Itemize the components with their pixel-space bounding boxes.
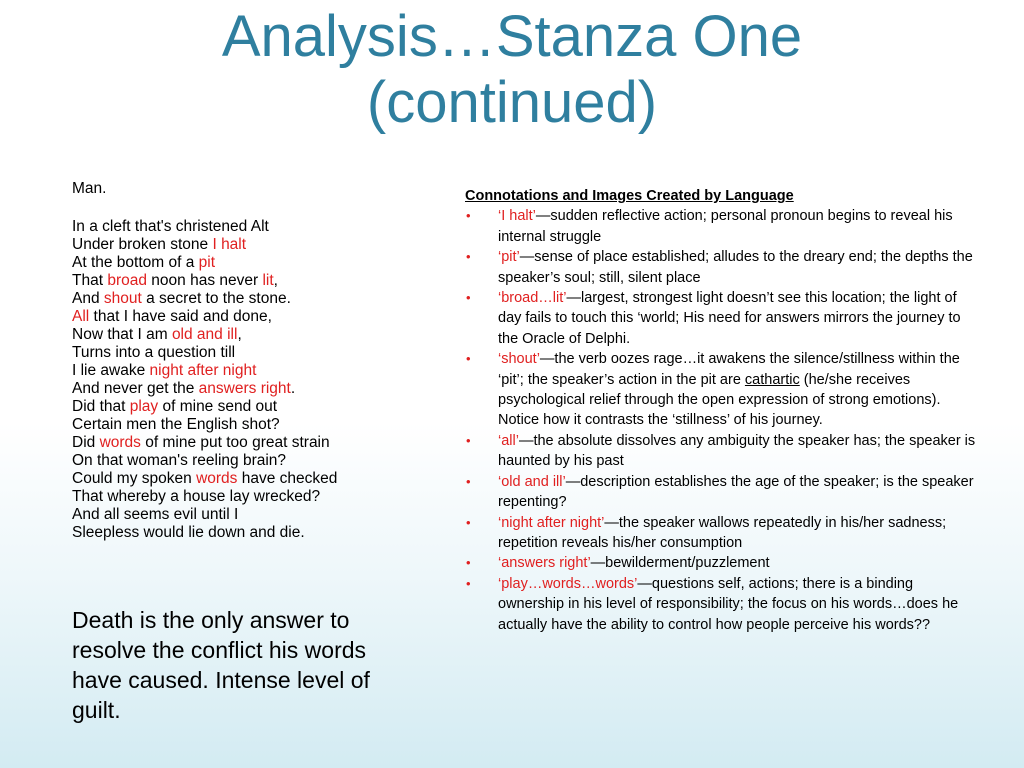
poem-line	[72, 236, 432, 254]
poem-text: In a cleft that's christened Alt	[72, 218, 269, 235]
poem-text: have checked	[237, 470, 338, 487]
connotation-item	[465, 574, 983, 635]
connotation-term: ‘night after night’	[498, 514, 605, 531]
poem-stanza	[72, 218, 432, 542]
bullet-icon: •	[466, 575, 471, 591]
poem-line	[72, 398, 432, 416]
highlighted-word: shout	[103, 290, 142, 307]
underlined-term: cathartic	[744, 371, 800, 388]
highlighted-word: play	[129, 398, 159, 415]
bullet-icon: •	[466, 290, 471, 306]
poem-line	[72, 488, 432, 506]
poem-text: noon has never	[146, 272, 263, 289]
connotation-description: —the absolute dissolves any ambiguity the speaker has; the speaker is haunted by his past	[498, 432, 976, 470]
poem-text: .	[290, 380, 296, 397]
connotations-list	[465, 206, 983, 635]
highlighted-word: night after night	[149, 362, 257, 379]
poem-text: That	[72, 272, 108, 289]
poem-text: That whereby a house lay wrecked?	[72, 488, 321, 505]
connotations-panel	[465, 186, 983, 635]
connotation-description: —largest, strongest light doesn’t see this location; the light of day fails to touch this ‘world; His need for answers mirrors the journey to the Oracle of Delphi.	[498, 290, 961, 347]
poem-text: Under broken stone	[72, 236, 213, 253]
poem-line	[72, 470, 432, 488]
conclusion-text: Death is the only answer to resolve the conflict his words have caused. Intense level of guilt.	[72, 607, 370, 723]
connotation-item	[465, 247, 983, 288]
slide-title-line-2: (continued)	[366, 70, 658, 135]
connotation-description: —sudden reflective action; personal pronoun begins to reveal his internal struggle	[498, 208, 953, 245]
bullet-icon: •	[466, 555, 471, 571]
bullet-icon: •	[466, 514, 471, 530]
connotation-term: ‘broad…lit’	[498, 290, 567, 307]
bullet-icon: •	[466, 249, 471, 265]
poem-text: And	[72, 290, 104, 307]
poem-text: On that woman's reeling brain?	[72, 452, 287, 469]
poem-line	[72, 308, 432, 326]
bullet-icon: •	[466, 351, 471, 367]
bullet-icon: •	[466, 432, 471, 448]
poem-text: of mine put too great strain	[140, 434, 330, 451]
poem-text: And all seems evil until I	[72, 506, 239, 523]
connotation-item	[465, 431, 983, 472]
connotation-description: —the speaker wallows repeatedly in his/her sadness; repetition reveals his/her consumption	[498, 514, 947, 551]
poem-text: that I have said and done,	[89, 308, 272, 325]
connotations-heading: Connotations and Images Created by Language	[465, 188, 794, 204]
poem-text: And never get the	[72, 380, 199, 397]
slide-title	[0, 4, 1024, 136]
poem-line	[72, 344, 432, 362]
connotation-item	[465, 288, 983, 349]
connotation-term: ‘old and ill’	[498, 473, 566, 490]
poem-line	[72, 254, 432, 272]
connotation-term: ‘I halt’	[498, 208, 536, 225]
poem-line	[72, 218, 432, 236]
poem-line	[72, 326, 432, 344]
poem-line	[72, 416, 432, 434]
poem-line	[72, 290, 432, 308]
connotation-item	[465, 513, 983, 554]
connotation-description: (he/she receives psychological relief through the open expression of strong emotions). Notice how it contrasts the ‘stillness’ of his journey.	[498, 371, 941, 429]
highlighted-word: words	[196, 470, 238, 487]
highlighted-word: pit	[198, 254, 216, 271]
highlighted-word: lit	[262, 272, 274, 289]
connotation-description: —bewilderment/puzzlement	[590, 555, 770, 572]
poem-text: ,	[273, 272, 278, 289]
poem-line	[72, 272, 432, 290]
connotation-term: ‘answers right’	[498, 555, 591, 572]
highlighted-word: words	[99, 434, 141, 451]
connotation-term: ‘all’	[498, 432, 519, 449]
poem-text: Did	[72, 434, 100, 451]
connotation-term: ‘shout’	[498, 351, 540, 368]
poem-text: of mine send out	[158, 398, 278, 415]
poem-line	[72, 524, 432, 542]
connotation-description: —description establishes the age of the speaker; is the speaker repenting?	[498, 473, 974, 511]
highlighted-word: broad	[107, 272, 147, 289]
connotation-description: —the verb oozes rage…it awakens the silence/stillness within the ‘pit’; the speaker’s action in the pit are	[498, 351, 960, 388]
connotation-item	[465, 553, 983, 573]
connotation-description: —sense of place established; alludes to the dreary end; the depths the speaker’s soul; still, silent place	[498, 249, 973, 286]
bullet-icon: •	[466, 473, 471, 489]
poem-text: Turns into a question till	[72, 344, 236, 361]
poem-text: Could my spoken	[72, 470, 197, 487]
poem-line	[72, 434, 432, 452]
connotation-term: ‘pit’	[498, 249, 520, 266]
poem-text: Did that	[72, 398, 130, 415]
connotation-item	[465, 472, 983, 513]
poem-panel	[72, 180, 432, 542]
bullet-icon: •	[466, 208, 471, 224]
poem-text: I lie awake	[72, 362, 150, 379]
highlighted-word: old and ill	[171, 326, 238, 343]
highlighted-word: All	[72, 308, 90, 325]
poem-heading: Man.	[72, 180, 107, 197]
poem-line	[72, 506, 432, 524]
poem-line	[72, 380, 432, 398]
poem-text: a secret to the stone.	[141, 290, 291, 307]
connotation-description: —questions self, actions; there is a binding ownership in his level of responsibility; the focus on his words…does he actually have the ability to control how people perceive his words??	[498, 575, 959, 633]
connotation-term: ‘play…words…words’	[498, 575, 638, 592]
connotation-item	[465, 349, 983, 431]
poem-line	[72, 452, 432, 470]
poem-text: At the bottom of a	[72, 254, 199, 271]
slide-title-line-1: Analysis…Stanza One	[221, 4, 803, 69]
poem-text: Sleepless would lie down and die.	[72, 524, 305, 541]
connotation-item	[465, 206, 983, 247]
poem-text: ,	[237, 326, 242, 343]
poem-text: Certain men the English shot?	[72, 416, 280, 433]
poem-text: Now that I am	[72, 326, 172, 343]
highlighted-word: answers right	[198, 380, 291, 397]
highlighted-word: I halt	[212, 236, 247, 253]
poem-line	[72, 362, 432, 380]
